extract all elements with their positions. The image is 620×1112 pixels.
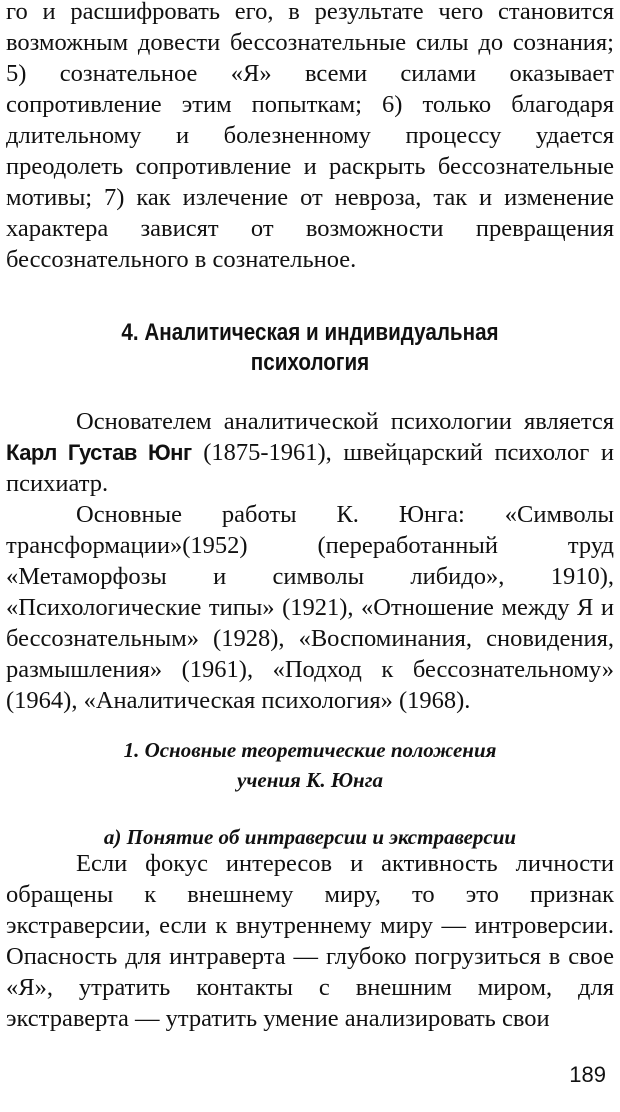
continued-paragraph: го и расшифровать его, в результате чего становится возможным довести бессознательные силы до сознания; 5) сознательное «Я» всеми силами оказывает сопротивление этим попыткам; 6) только благодаря длительному и болезненному процессу удается преодолеть сопротивление и раскрыть бессознательные мотивы; 7) как излечение от невроза, так и изменение характера зависят от возможности превращения бессознательного в сознательное. bbox=[6, 0, 614, 273]
intraversion-paragraph: Если фокус интересов и активность личности обращены к внешнему миру, то это признак экстраверсии, если к внутреннему миру — интроверсии. Опасность для интраверта — глубоко погрузиться в свое «Я», утратить контакты с внешним миром, для экстраверта — утратить умение анализировать свои bbox=[6, 850, 614, 1032]
subheading bbox=[6, 735, 614, 795]
section-heading bbox=[49, 318, 572, 378]
section-heading-line1: 4. Аналитическая и индивидуальная bbox=[121, 319, 499, 346]
founder-paragraph bbox=[6, 406, 614, 499]
subheading-line2: учения К. Юнга bbox=[237, 768, 383, 792]
founder-name: Карл Густав Юнг bbox=[6, 440, 192, 465]
founder-text-after: (1875-1961), швейцарский психолог и психиатр. bbox=[6, 439, 614, 497]
subheading-line1: 1. Основные теоретические положения bbox=[123, 738, 497, 762]
subsubheading: а) Понятие об интраверсии и экстраверсии bbox=[103, 825, 517, 849]
section-heading-line2: психология bbox=[250, 349, 370, 376]
founder-text-before: Основателем аналитической психологии является bbox=[76, 408, 614, 435]
page-number: 189 bbox=[569, 1062, 606, 1087]
works-paragraph: Основные работы К. Юнга: «Символы трансформации»(1952) (переработанный труд «Метаморфозы и символы либидо», 1910), «Психологические типы» (1921), «Отношение между Я и бессознательным» (1928), «Воспоминания, сновидения, размышления» (1961), «Подход к бессознательному» (1964), «Аналитическая психология» (1968). bbox=[6, 501, 614, 714]
